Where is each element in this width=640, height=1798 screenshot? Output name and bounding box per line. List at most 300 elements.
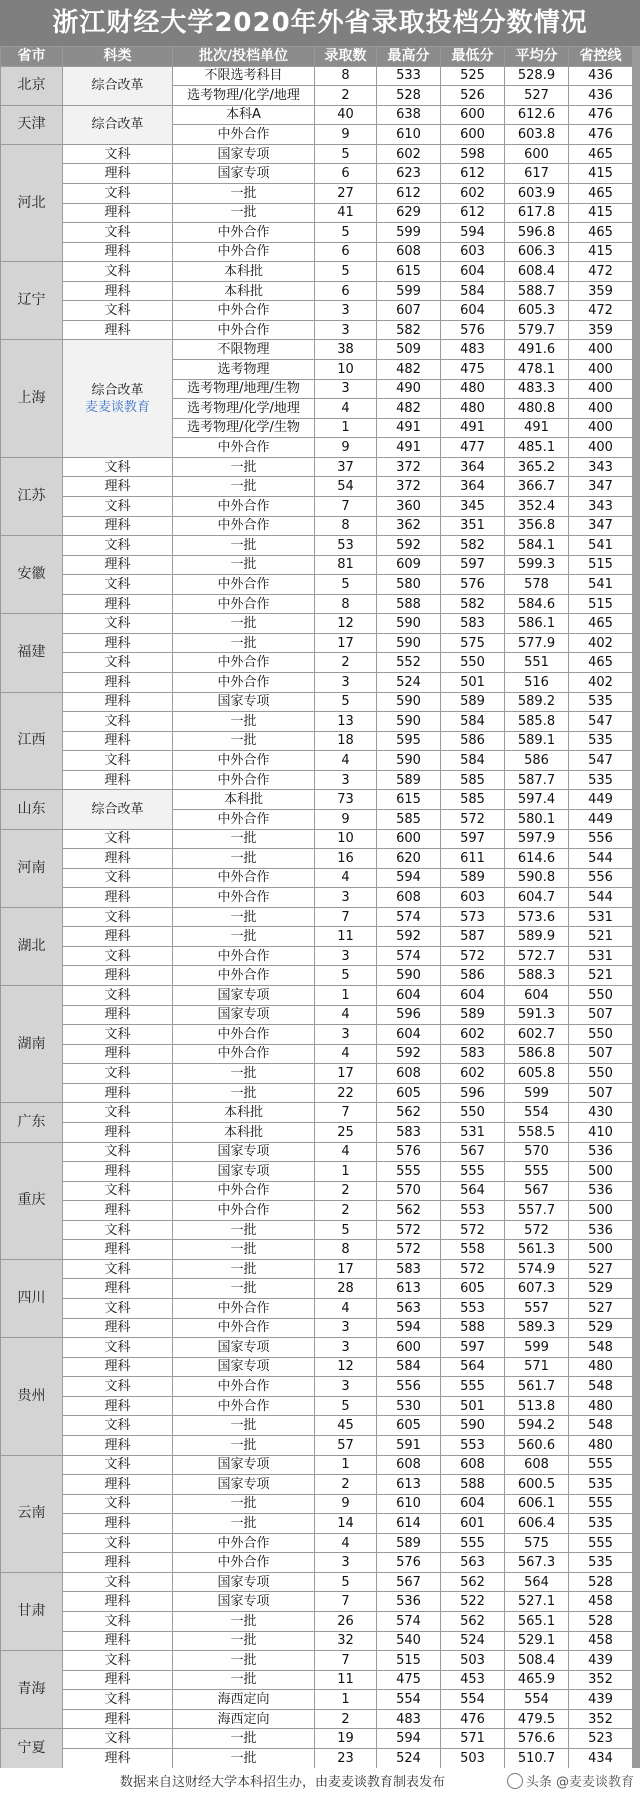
avg-score-cell: 605.8	[505, 1064, 569, 1084]
avg-score-cell: 567.3	[505, 1553, 569, 1573]
min-score-cell: 483	[441, 340, 505, 360]
control-line-cell: 529	[569, 1279, 633, 1299]
admitted-count-cell: 73	[315, 790, 377, 810]
avg-score-cell: 483.3	[505, 379, 569, 399]
min-score-cell: 612	[441, 203, 505, 223]
control-line-cell: 515	[569, 555, 633, 575]
table-row	[1, 66, 633, 86]
min-score-cell: 585	[441, 790, 505, 810]
category-cell: 文科	[63, 1181, 173, 1201]
min-score-cell: 583	[441, 1044, 505, 1064]
admitted-count-cell: 3	[315, 1025, 377, 1045]
admitted-count-cell: 2	[315, 86, 377, 106]
table-row	[1, 1103, 633, 1123]
category-label: 综合改革	[91, 78, 144, 94]
avg-score-cell: 604.7	[505, 888, 569, 908]
table-row	[1, 340, 633, 360]
min-score-cell: 564	[441, 1357, 505, 1377]
max-score-cell: 590	[377, 751, 441, 771]
category-cell: 文科	[63, 301, 173, 321]
batch-cell: 一批	[173, 1670, 315, 1690]
max-score-cell: 591	[377, 1435, 441, 1455]
max-score-cell: 614	[377, 1514, 441, 1534]
table-row	[1, 223, 633, 243]
avg-score-cell: 555	[505, 1162, 569, 1182]
control-line-cell: 465	[569, 223, 633, 243]
control-line-cell: 359	[569, 320, 633, 340]
max-score-cell: 524	[377, 1748, 441, 1768]
footer	[0, 1768, 640, 1798]
control-line-cell: 400	[569, 438, 633, 458]
admitted-count-cell: 6	[315, 281, 377, 301]
batch-cell: 不限物理	[173, 340, 315, 360]
control-line-cell: 535	[569, 731, 633, 751]
avg-score-cell: 608.4	[505, 262, 569, 282]
table-row	[1, 1709, 633, 1729]
max-score-cell: 572	[377, 1240, 441, 1260]
min-score-cell: 351	[441, 516, 505, 536]
avg-score-cell: 570	[505, 1142, 569, 1162]
category-cell: 理科	[63, 1475, 173, 1495]
max-score-cell: 615	[377, 262, 441, 282]
table-row	[1, 673, 633, 693]
category-cell	[63, 790, 173, 829]
min-score-cell: 604	[441, 301, 505, 321]
avg-score-cell: 587.7	[505, 770, 569, 790]
control-line-cell: 521	[569, 927, 633, 947]
max-score-cell: 629	[377, 203, 441, 223]
category-cell	[63, 66, 173, 105]
category-cell: 理科	[63, 966, 173, 986]
batch-cell: 一批	[173, 1220, 315, 1240]
table-row	[1, 614, 633, 634]
table-row	[1, 1279, 633, 1299]
max-score-cell: 594	[377, 868, 441, 888]
table-row	[1, 594, 633, 614]
control-line-cell: 439	[569, 1690, 633, 1710]
category-cell: 理科	[63, 1435, 173, 1455]
batch-cell: 国家专项	[173, 1162, 315, 1182]
table-row	[1, 712, 633, 732]
batch-cell: 一批	[173, 712, 315, 732]
table-row	[1, 183, 633, 203]
min-score-cell: 583	[441, 614, 505, 634]
table-row	[1, 731, 633, 751]
min-score-cell: 572	[441, 946, 505, 966]
avg-score-cell: 508.4	[505, 1651, 569, 1671]
batch-cell: 不限选考科目	[173, 66, 315, 86]
category-cell: 文科	[63, 1651, 173, 1671]
max-score-cell: 605	[377, 1083, 441, 1103]
category-cell: 理科	[63, 1318, 173, 1338]
admitted-count-cell: 6	[315, 164, 377, 184]
min-score-cell: 602	[441, 1064, 505, 1084]
min-score-cell: 604	[441, 1494, 505, 1514]
avg-score-cell: 513.8	[505, 1396, 569, 1416]
avg-score-cell: 465.9	[505, 1670, 569, 1690]
max-score-cell: 600	[377, 1338, 441, 1358]
max-score-cell: 582	[377, 320, 441, 340]
min-score-cell: 603	[441, 888, 505, 908]
min-score-cell: 605	[441, 1279, 505, 1299]
admitted-count-cell: 41	[315, 203, 377, 223]
min-score-cell: 585	[441, 770, 505, 790]
max-score-cell: 612	[377, 183, 441, 203]
table-row	[1, 946, 633, 966]
control-line-cell: 555	[569, 1494, 633, 1514]
control-line-cell: 410	[569, 1122, 633, 1142]
control-line-cell: 500	[569, 1240, 633, 1260]
min-score-cell: 558	[441, 1240, 505, 1260]
admitted-count-cell: 54	[315, 477, 377, 497]
control-line-cell: 528	[569, 1612, 633, 1632]
category-cell: 文科	[63, 946, 173, 966]
admitted-count-cell: 28	[315, 1279, 377, 1299]
min-score-cell: 584	[441, 751, 505, 771]
control-line-cell: 359	[569, 281, 633, 301]
control-line-cell: 507	[569, 1083, 633, 1103]
province-cell: 贵州	[1, 1338, 63, 1455]
control-line-cell: 472	[569, 301, 633, 321]
category-cell: 文科	[63, 1377, 173, 1397]
admitted-count-cell: 3	[315, 301, 377, 321]
batch-cell: 一批	[173, 1494, 315, 1514]
admitted-count-cell: 3	[315, 946, 377, 966]
table-row	[1, 1318, 633, 1338]
min-score-cell: 588	[441, 1475, 505, 1495]
avg-score-cell: 584.6	[505, 594, 569, 614]
min-score-cell: 555	[441, 1377, 505, 1397]
max-score-cell: 563	[377, 1299, 441, 1319]
avg-score-cell: 606.4	[505, 1514, 569, 1534]
batch-cell: 中外合作	[173, 1377, 315, 1397]
province-cell: 辽宁	[1, 262, 63, 340]
max-score-cell: 475	[377, 1670, 441, 1690]
category-cell: 理科	[63, 1592, 173, 1612]
batch-cell: 中外合作	[173, 1396, 315, 1416]
control-line-cell: 541	[569, 575, 633, 595]
max-score-cell: 567	[377, 1572, 441, 1592]
batch-cell: 一批	[173, 457, 315, 477]
batch-cell: 国家专项	[173, 692, 315, 712]
category-cell: 文科	[63, 1259, 173, 1279]
control-line-cell: 535	[569, 1475, 633, 1495]
batch-cell: 本科批	[173, 1122, 315, 1142]
admitted-count-cell: 2	[315, 1181, 377, 1201]
category-cell: 文科	[63, 1299, 173, 1319]
max-score-cell: 610	[377, 1494, 441, 1514]
admitted-count-cell: 5	[315, 144, 377, 164]
control-line-cell: 436	[569, 66, 633, 86]
batch-cell: 中外合作	[173, 1201, 315, 1221]
max-score-cell: 572	[377, 1220, 441, 1240]
batch-cell: 国家专项	[173, 1357, 315, 1377]
table-row	[1, 888, 633, 908]
min-score-cell: 594	[441, 223, 505, 243]
control-line-cell: 400	[569, 399, 633, 419]
max-score-cell: 491	[377, 438, 441, 458]
avg-score-cell: 561.7	[505, 1377, 569, 1397]
min-score-cell: 477	[441, 438, 505, 458]
control-line-cell: 343	[569, 457, 633, 477]
avg-score-cell: 588.7	[505, 281, 569, 301]
max-score-cell: 490	[377, 379, 441, 399]
min-score-cell: 501	[441, 673, 505, 693]
admitted-count-cell: 9	[315, 125, 377, 145]
table-row	[1, 1435, 633, 1455]
category-cell: 理科	[63, 1709, 173, 1729]
batch-cell: 一批	[173, 907, 315, 927]
category-cell: 理科	[63, 281, 173, 301]
batch-cell: 一批	[173, 1651, 315, 1671]
table-row	[1, 496, 633, 516]
table-row	[1, 1025, 633, 1045]
batch-cell: 中外合作	[173, 438, 315, 458]
min-score-cell: 612	[441, 164, 505, 184]
batch-cell: 中外合作	[173, 1299, 315, 1319]
batch-cell: 一批	[173, 1631, 315, 1651]
avg-score-cell: 527.1	[505, 1592, 569, 1612]
control-line-cell: 415	[569, 164, 633, 184]
max-score-cell: 615	[377, 790, 441, 810]
table-row	[1, 1612, 633, 1632]
admitted-count-cell: 2	[315, 653, 377, 673]
avg-score-cell: 607.3	[505, 1279, 569, 1299]
min-score-cell: 550	[441, 653, 505, 673]
max-score-cell: 524	[377, 673, 441, 693]
batch-cell: 本科批	[173, 1103, 315, 1123]
max-score-cell: 607	[377, 301, 441, 321]
avg-score-cell: 485.1	[505, 438, 569, 458]
max-score-cell: 599	[377, 223, 441, 243]
category-cell: 理科	[63, 203, 173, 223]
category-label: 综合改革	[91, 801, 144, 817]
control-line-cell: 480	[569, 1435, 633, 1455]
admitted-count-cell: 8	[315, 594, 377, 614]
admission-table-wrap	[0, 46, 640, 1768]
avg-score-cell: 597.4	[505, 790, 569, 810]
batch-cell: 国家专项	[173, 144, 315, 164]
min-score-cell: 598	[441, 144, 505, 164]
batch-cell: 一批	[173, 1729, 315, 1749]
category-cell: 文科	[63, 829, 173, 849]
table-row	[1, 105, 633, 125]
category-label: 综合改革	[91, 117, 144, 133]
batch-cell: 国家专项	[173, 164, 315, 184]
batch-cell: 中外合作	[173, 594, 315, 614]
admitted-count-cell: 5	[315, 1220, 377, 1240]
batch-cell: 一批	[173, 1612, 315, 1632]
control-line-cell: 500	[569, 1201, 633, 1221]
category-cell: 理科	[63, 516, 173, 536]
avg-score-cell: 528.9	[505, 66, 569, 86]
min-score-cell: 576	[441, 575, 505, 595]
category-cell: 文科	[63, 653, 173, 673]
category-cell	[63, 340, 173, 457]
control-line-cell: 465	[569, 614, 633, 634]
column-header: 最低分	[441, 47, 505, 67]
table-row	[1, 1064, 633, 1084]
footer-source: 数据来自这财经大学本科招生办，由麦麦谈教育制表发布	[120, 1775, 446, 1790]
batch-cell: 一批	[173, 1514, 315, 1534]
admitted-count-cell: 9	[315, 809, 377, 829]
max-score-cell: 590	[377, 633, 441, 653]
table-row	[1, 1475, 633, 1495]
control-line-cell: 400	[569, 340, 633, 360]
max-score-cell: 604	[377, 1025, 441, 1045]
batch-cell: 一批	[173, 1064, 315, 1084]
admitted-count-cell: 19	[315, 1729, 377, 1749]
max-score-cell: 530	[377, 1396, 441, 1416]
avg-score-cell: 604	[505, 986, 569, 1006]
control-line-cell: 555	[569, 1533, 633, 1553]
admitted-count-cell: 1	[315, 1690, 377, 1710]
province-cell: 江苏	[1, 457, 63, 535]
table-row	[1, 1299, 633, 1319]
batch-cell: 一批	[173, 477, 315, 497]
batch-cell: 中外合作	[173, 1553, 315, 1573]
category-cell: 文科	[63, 712, 173, 732]
control-line-cell: 507	[569, 1005, 633, 1025]
admitted-count-cell: 17	[315, 1259, 377, 1279]
max-score-cell: 515	[377, 1651, 441, 1671]
category-cell: 文科	[63, 1690, 173, 1710]
control-line-cell: 528	[569, 1572, 633, 1592]
control-line-cell: 415	[569, 203, 633, 223]
control-line-cell: 465	[569, 183, 633, 203]
admitted-count-cell: 8	[315, 1240, 377, 1260]
min-score-cell: 553	[441, 1299, 505, 1319]
table-row	[1, 927, 633, 947]
max-score-cell: 589	[377, 770, 441, 790]
batch-cell: 海西定向	[173, 1690, 315, 1710]
min-score-cell: 603	[441, 242, 505, 262]
avg-score-cell: 617.8	[505, 203, 569, 223]
province-cell: 四川	[1, 1259, 63, 1337]
admitted-count-cell: 3	[315, 1553, 377, 1573]
max-score-cell: 372	[377, 457, 441, 477]
avg-score-cell: 366.7	[505, 477, 569, 497]
min-score-cell: 586	[441, 731, 505, 751]
min-score-cell: 602	[441, 1025, 505, 1045]
avg-score-cell: 575	[505, 1533, 569, 1553]
category-cell: 理科	[63, 1122, 173, 1142]
admitted-count-cell: 12	[315, 1357, 377, 1377]
admitted-count-cell: 16	[315, 849, 377, 869]
admitted-count-cell: 40	[315, 105, 377, 125]
max-score-cell: 562	[377, 1201, 441, 1221]
admitted-count-cell: 8	[315, 516, 377, 536]
max-score-cell: 533	[377, 66, 441, 86]
category-cell	[63, 105, 173, 144]
admitted-count-cell: 9	[315, 1494, 377, 1514]
control-line-cell: 531	[569, 907, 633, 927]
max-score-cell: 613	[377, 1475, 441, 1495]
category-cell: 理科	[63, 1748, 173, 1768]
batch-cell: 一批	[173, 536, 315, 556]
batch-cell: 中外合作	[173, 301, 315, 321]
avg-score-cell: 603.8	[505, 125, 569, 145]
category-cell: 文科	[63, 907, 173, 927]
avg-score-cell: 576.6	[505, 1729, 569, 1749]
category-cell: 理科	[63, 927, 173, 947]
avg-score-cell: 561.3	[505, 1240, 569, 1260]
min-score-cell: 524	[441, 1631, 505, 1651]
control-line-cell: 436	[569, 86, 633, 106]
batch-cell: 中外合作	[173, 516, 315, 536]
footer-brand-text: 头条 @麦麦谈教育	[525, 1775, 634, 1790]
max-score-cell: 605	[377, 1416, 441, 1436]
admitted-count-cell: 7	[315, 907, 377, 927]
min-score-cell: 476	[441, 1709, 505, 1729]
category-cell: 理科	[63, 1005, 173, 1025]
avg-score-cell: 572	[505, 1220, 569, 1240]
batch-cell: 中外合作	[173, 320, 315, 340]
max-score-cell: 372	[377, 477, 441, 497]
table-row	[1, 1651, 633, 1671]
table-row	[1, 986, 633, 1006]
category-cell: 文科	[63, 1025, 173, 1045]
admitted-count-cell: 10	[315, 829, 377, 849]
avg-score-cell: 565.1	[505, 1612, 569, 1632]
avg-score-cell: 589.1	[505, 731, 569, 751]
avg-score-cell: 599	[505, 1083, 569, 1103]
min-score-cell: 522	[441, 1592, 505, 1612]
avg-score-cell: 589.3	[505, 1318, 569, 1338]
max-score-cell: 590	[377, 614, 441, 634]
category-cell: 文科	[63, 1612, 173, 1632]
max-score-cell: 362	[377, 516, 441, 536]
control-line-cell: 548	[569, 1416, 633, 1436]
max-score-cell: 602	[377, 144, 441, 164]
max-score-cell: 584	[377, 1357, 441, 1377]
max-score-cell: 592	[377, 1044, 441, 1064]
category-cell: 文科	[63, 1455, 173, 1475]
max-score-cell: 583	[377, 1122, 441, 1142]
max-score-cell: 556	[377, 1377, 441, 1397]
batch-cell: 国家专项	[173, 1455, 315, 1475]
max-score-cell: 594	[377, 1318, 441, 1338]
control-line-cell: 536	[569, 1220, 633, 1240]
control-line-cell: 415	[569, 242, 633, 262]
batch-cell: 中外合作	[173, 751, 315, 771]
batch-cell: 中外合作	[173, 1181, 315, 1201]
table-row	[1, 516, 633, 536]
admitted-count-cell: 26	[315, 1612, 377, 1632]
min-score-cell: 604	[441, 262, 505, 282]
max-score-cell: 574	[377, 907, 441, 927]
category-cell: 文科	[63, 1338, 173, 1358]
category-cell: 文科	[63, 183, 173, 203]
avg-score-cell: 606.1	[505, 1494, 569, 1514]
admitted-count-cell: 4	[315, 399, 377, 419]
batch-cell: 一批	[173, 1435, 315, 1455]
batch-cell: 一批	[173, 633, 315, 653]
admitted-count-cell: 2	[315, 1201, 377, 1221]
province-cell: 湖北	[1, 907, 63, 985]
admitted-count-cell: 5	[315, 966, 377, 986]
control-line-cell: 544	[569, 849, 633, 869]
table-row	[1, 1338, 633, 1358]
batch-cell: 一批	[173, 731, 315, 751]
category-label: 综合改革	[91, 382, 144, 398]
table-row	[1, 457, 633, 477]
avg-score-cell: 567	[505, 1181, 569, 1201]
control-line-cell: 500	[569, 1162, 633, 1182]
admitted-count-cell: 12	[315, 614, 377, 634]
batch-cell: 国家专项	[173, 1142, 315, 1162]
table-row	[1, 1220, 633, 1240]
